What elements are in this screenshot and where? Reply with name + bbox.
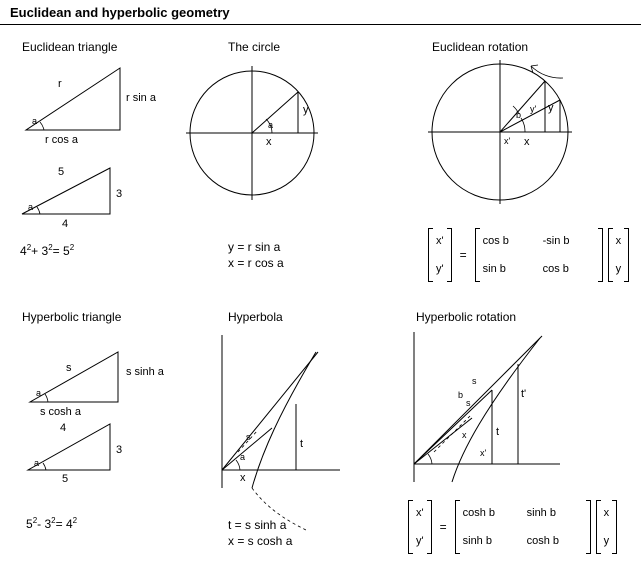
matrix-cell: x' [416,507,424,519]
heq-exp-c: 2 [72,516,78,525]
heq-minus: - [37,517,42,531]
eq-term-b: 3 [41,244,49,258]
matrix-cell: sin b [482,263,506,275]
equation-circle-x: x = r cos a [228,256,284,270]
eq-exp-b: 2 [48,243,53,252]
hmatrix-equals: = [439,520,447,534]
eq-exp-a: 2 [26,243,32,252]
equation-hyperbola-x: x = s cosh a [228,534,293,548]
label-rot-y-prime: y' [530,104,537,114]
label-hyp-4: 4 [60,422,67,434]
label-hyp-angle-a-1: a [36,388,42,398]
matrix-cell: y' [416,535,424,547]
matrix-cell: sinh b [462,535,492,547]
matrix-cell: cos b [482,235,509,247]
matrix-cell: y [603,535,610,547]
label-rot-x: x [524,136,530,148]
matrix-cell: -sin b [542,235,570,247]
equation-hyperbola-t: t = s sinh a [228,518,287,532]
label-hrot-x: x [462,430,467,440]
label-hyp-3: 3 [116,444,123,456]
label-rot-angle-b: b [516,110,522,120]
label-hyperbola-s: s [246,432,251,442]
label-4: 4 [62,218,69,230]
heq-term-a: 5 [26,517,33,531]
matrix-cell: x [615,235,622,247]
label-hyp-5: 5 [62,473,69,485]
label-r-cos-a: r cos a [45,134,79,146]
panel-title-the-circle: The circle [228,40,281,54]
heq-equals: = [55,517,63,531]
panel-title-euclidean-rotation: Euclidean rotation [432,40,529,54]
matrix-equals: = [459,248,467,262]
matrix-cell: y' [436,263,444,275]
eq-plus: + [31,244,39,258]
label-r-sin-a: r sin a [126,92,156,104]
hyperbolic-rotation-matrix [408,500,617,554]
label-hrot-b: b [458,390,464,400]
eq-equals: = [52,244,60,258]
label-hyp-angle-a-2: a [34,458,40,468]
matrix-cell: sinh b [526,507,556,519]
label-angle-a-1: a [32,116,38,126]
panel-title-hyperbolic-triangle: Hyperbolic triangle [22,310,122,324]
matrix-cell: x [603,507,610,519]
label-hyperbola-angle-a: a [240,452,246,462]
label-hrot-x-prime: x' [480,448,487,458]
matrix-cell: cos b [542,263,569,275]
label-s-sinh-a: s sinh a [126,366,164,378]
label-hyperbola-t: t [300,438,304,450]
label-s-cosh-a: s cosh a [40,406,81,418]
heq-exp-b: 2 [51,516,56,525]
panel-title-euclidean-triangle: Euclidean triangle [22,40,118,54]
label-r: r [58,78,62,90]
heq-term-c: 4 [65,517,73,531]
label-5: 5 [58,166,65,178]
label-angle-a-2: a [28,202,34,212]
label-hrot-t: t [496,426,500,438]
label-rot-x-prime: x' [504,136,511,146]
label-hrot-s-upper: s [472,376,477,386]
hmatrix-rotation [455,500,591,554]
label-circle-angle-a: a [268,120,274,130]
panel-title-hyperbola: Hyperbola [228,310,283,324]
heq-exp-a: 2 [32,516,38,525]
matrix-cell: x' [436,235,444,247]
hmatrix-left-vector [408,500,432,554]
label-hyperbola-x: x [240,472,246,484]
matrix-cell: cosh b [526,535,560,547]
label-hrot-t-prime: t' [521,388,527,400]
label-hyp-s: s [66,362,72,374]
label-circle-x: x [266,136,272,148]
eq-term-a: 4 [20,244,27,258]
hmatrix-right-vector [596,500,618,554]
equation-circle-y: y = r sin a [228,240,281,254]
label-hrot-s-lower: s [466,398,471,408]
panel-title-hyperbolic-rotation: Hyperbolic rotation [416,310,517,324]
label-circle-y: y [303,104,309,116]
eq-exp-c: 2 [69,243,75,252]
heq-term-b: 3 [44,517,52,531]
label-rot-y: y [548,102,554,114]
eq-term-c: 5 [63,244,70,258]
matrix-cell: y [615,263,622,275]
label-3: 3 [116,188,123,200]
matrix-cell: cosh b [462,507,496,519]
page-title: Euclidean and hyperbolic geometry [10,5,230,20]
